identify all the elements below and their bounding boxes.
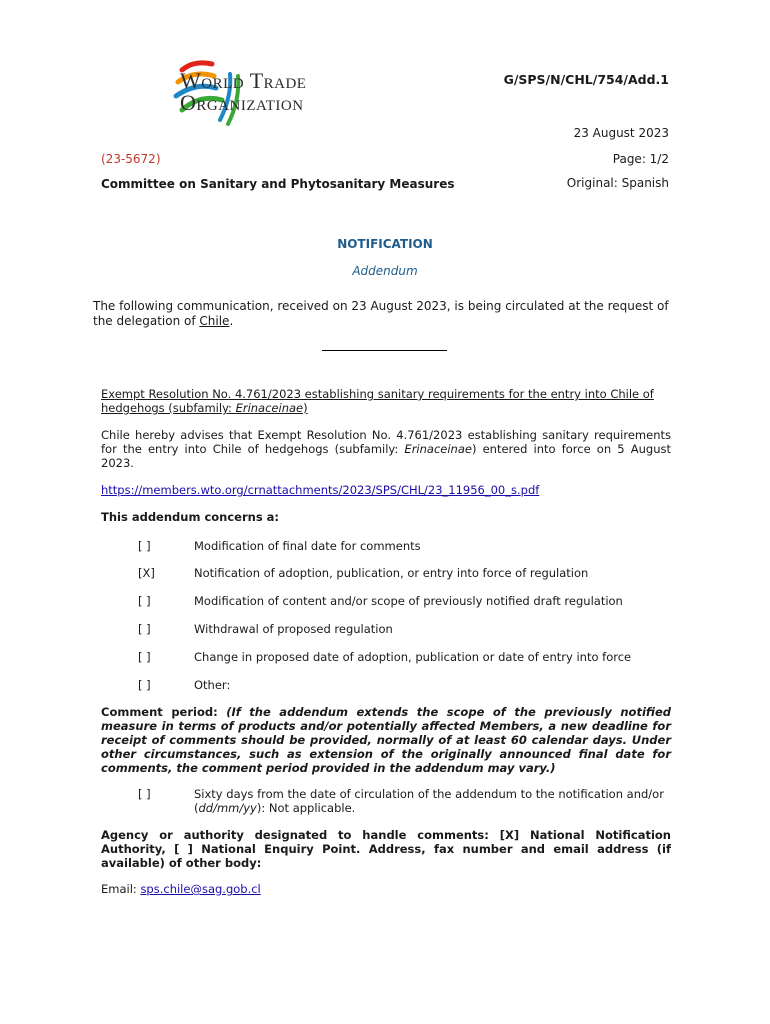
checkbox[interactable]: [ ] xyxy=(138,622,151,636)
concern-label: Modification of final date for comments xyxy=(194,539,421,553)
agency-text-a: Agency or authority designated to handle comments: [X] National Notification Authority, [ ] National Enquiry Point xyxy=(101,828,671,856)
checkbox[interactable]: [ ] xyxy=(138,650,151,664)
attachment-link-row xyxy=(101,483,671,497)
checkbox[interactable]: [ ] xyxy=(138,678,151,692)
original-language: Original: Spanish xyxy=(566,176,669,190)
checkbox-checked[interactable]: [X] xyxy=(138,566,155,580)
intro-country: Chile xyxy=(199,314,230,328)
email-label: Email: xyxy=(101,882,141,896)
document-number: G/SPS/N/CHL/754/Add.1 xyxy=(503,72,669,87)
comment-period xyxy=(101,705,671,775)
committee-name: Committee on Sanitary and Phytosanitary Measures xyxy=(101,177,455,191)
document-subtitle: Addendum xyxy=(352,264,418,278)
resolution-title-prefix: Exempt Resolution No. 4.761/2023 establishing sanitary requirements for the entry into Chile of hedgehogs (subfamily: xyxy=(101,387,654,415)
document-title: NOTIFICATION xyxy=(337,237,433,251)
concern-label: Other: xyxy=(194,678,231,692)
checkbox[interactable]: [ ] xyxy=(138,787,151,801)
advise-prefix: Chile hereby advises that Exempt Resolution No. 4.761/2023 establishing sanitary requirements for the entry into Chile of hedgehogs (subfamily: xyxy=(101,428,671,456)
concern-item xyxy=(138,539,678,553)
page-indicator: Page: 1/2 xyxy=(612,152,669,166)
comment-option-text xyxy=(194,787,674,815)
agency-paragraph xyxy=(101,828,671,870)
logo-line-2: Organization xyxy=(180,90,304,115)
intro-paragraph xyxy=(93,299,683,329)
comment-label: Comment period: xyxy=(101,705,218,719)
concern-label: Notification of adoption, publication, or entry into force of regulation xyxy=(194,566,589,580)
intro-text: The following communication, received on 23 August 2023, is being circulated at the request of the delegation of xyxy=(93,299,669,328)
checkbox[interactable]: [ ] xyxy=(138,539,151,553)
advise-suffix: ) entered into force on 5 August 2023. xyxy=(101,442,671,470)
comment-option-italic: dd/mm/yy xyxy=(198,801,257,815)
advise-paragraph xyxy=(101,428,671,470)
concern-item xyxy=(138,622,678,636)
concern-item xyxy=(138,650,678,664)
comment-option-suffix: ): Not applicable. xyxy=(256,801,356,815)
resolution-title xyxy=(101,387,671,415)
advise-italic: Erinaceinae xyxy=(404,442,472,456)
email-link[interactable]: sps.chile@sag.gob.cl xyxy=(140,882,261,896)
concern-label: Change in proposed date of adoption, publication or date of entry into force xyxy=(194,650,632,664)
logo-wordmark xyxy=(180,70,306,114)
comment-option-prefix: Sixty days from the date of circulation of the addendum to the notification and/or ( xyxy=(194,787,664,815)
attachment-link[interactable]: https://members.wto.org/crnattachments/2023/SPS/CHL/23_11956_00_s.pdf xyxy=(101,483,540,497)
email-row xyxy=(101,882,671,896)
resolution-title-italic: Erinaceinae xyxy=(235,401,304,415)
intro-end: . xyxy=(229,314,234,328)
concern-label: Modification of content and/or scope of previously notified draft regulation xyxy=(194,594,623,608)
concern-item xyxy=(138,678,678,692)
concerns-heading: This addendum concerns a: xyxy=(101,510,280,524)
checkbox[interactable]: [ ] xyxy=(138,594,151,608)
document-date: 23 August 2023 xyxy=(573,126,669,140)
logo-line-1: World Trade xyxy=(180,68,307,93)
document-reference: (23-5672) xyxy=(101,152,161,166)
resolution-title-suffix: ) xyxy=(303,401,308,415)
comment-text: (If the addendum extends the scope of the previously notified measure in terms of products and/or potentially affected Members, a new deadline for receipt of comments should be provided, normally of at least 60 calendar days. Under other circumstances, such as extension of the originally announced final date for comments, the comment period provided in the addendum may vary.) xyxy=(101,705,671,775)
agency-text-b: . Address, fax number and email address (if available) of other body: xyxy=(101,842,671,870)
concern-item xyxy=(138,566,678,580)
separator-line xyxy=(322,350,447,351)
concern-label: Withdrawal of proposed regulation xyxy=(194,622,393,636)
concern-item xyxy=(138,594,678,608)
